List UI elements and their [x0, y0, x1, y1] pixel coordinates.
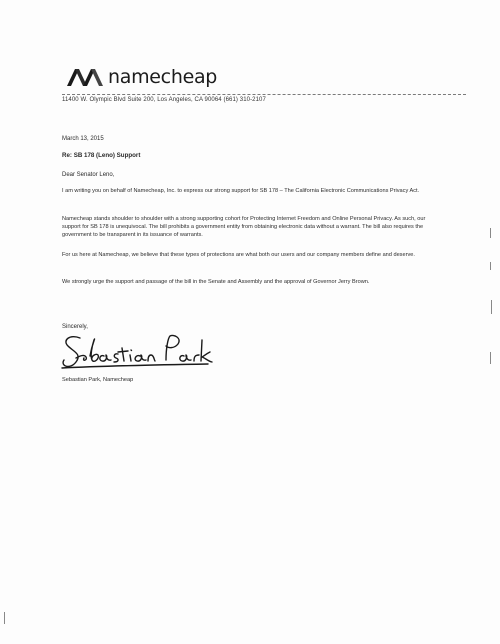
body-paragraph: We strongly urge the support and passage of the bill in the Senate and Assembly and the approval of Governor Jerry Brown.: [62, 279, 370, 285]
letterhead-address: 11400 W. Olympic Blvd Suite 200, Los Angeles, CA 90064 (661) 310-2107: [62, 97, 266, 103]
scan-speck: [491, 300, 492, 314]
brand-name: namecheap: [108, 66, 218, 88]
body-paragraph: I am writing you on behalf of Namecheap, Inc. to express our strong support for SB 178 – The California Electronic Communications Privacy Act.: [62, 188, 420, 194]
body-paragraph: Namecheap stands shoulder to shoulder with a strong supporting cohort for Protecting Internet Freedom and Online Personal Privacy. As such, our support for SB 178 is unequivocal. The bill prohibits a government entity from obtaining electronic data without a warrant. The bill also requires the government to be transparent in its issuance of warrants.: [62, 216, 426, 238]
scan-speck: [490, 352, 491, 364]
scan-speck: [4, 612, 5, 624]
letter-closing: Sincerely,: [62, 324, 88, 330]
letterhead-divider: [62, 94, 466, 95]
company-logo: [64, 64, 217, 90]
letter-salutation: Dear Senator Leno,: [62, 172, 115, 178]
signer-name: Sebastian Park, Namecheap: [62, 377, 134, 383]
letter-date: March 13, 2015: [62, 136, 104, 142]
namecheap-logo-icon: [64, 66, 106, 88]
scan-speck: [490, 262, 491, 270]
letter-subject: Re: SB 178 (Leno) Support: [62, 152, 141, 159]
scan-speck: [490, 228, 491, 238]
handwritten-signature: [58, 330, 218, 374]
body-paragraph: For us here at Namecheap, we believe that these types of protections are what both our users and our company members define and deserve.: [62, 252, 415, 258]
